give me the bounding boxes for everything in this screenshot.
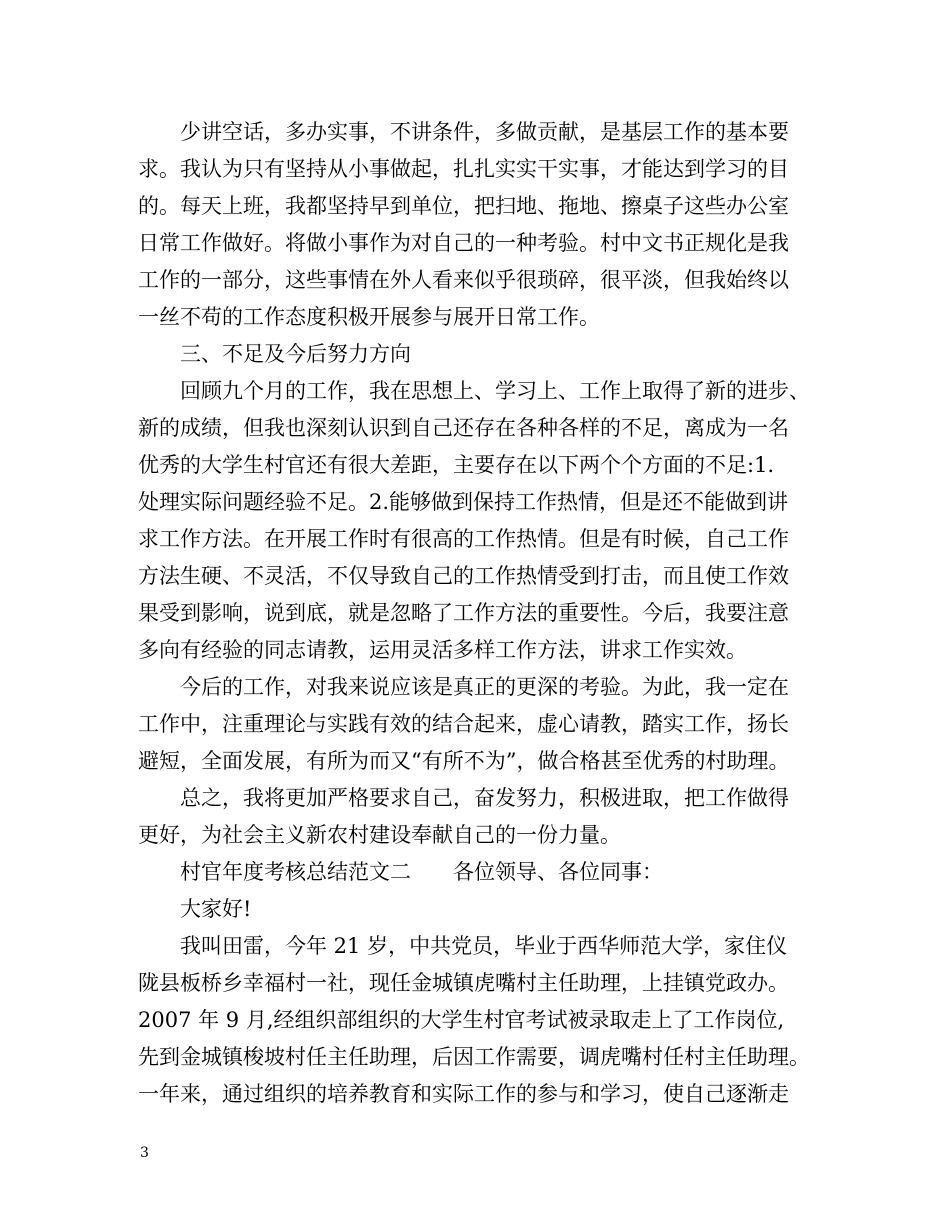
text-line: 更好，为社会主义新农村建设奉献自己的一份力量。 — [138, 823, 621, 847]
text-line: 一丝不苟的工作态度积极开展参与展开日常工作。 — [138, 305, 600, 329]
text-line: 今后的工作，对我来说应该是真正的更深的考验。为此，我一定在 — [138, 675, 789, 699]
text-line: 果受到影响，说到底，就是忽略了工作方法的重要性。今后，我要注意 — [138, 601, 789, 625]
text-line: 一年来，通过组织的培养教育和实际工作的参与和学习，使自己逐渐走 — [138, 1082, 789, 1106]
text-line: 回顾九个月的工作，我在思想上、学习上、工作上取得了新的进步、 — [138, 379, 810, 403]
section-heading: 三、不足及今后努力方向 — [138, 342, 411, 366]
text-line: 求工作方法。在开展工作时有很高的工作热情。但是有时候，自己工作 — [138, 527, 789, 551]
text-line: 新的成绩，但我也深刻认识到自己还存在各种各样的不足，离成为一名 — [138, 416, 789, 440]
text-line: 日常工作做好。将做小事作为对自己的一种考验。村中文书正规化是我 — [138, 231, 789, 255]
text-line: 优秀的大学生村官还有很大差距，主要存在以下两个个方面的不足:1. — [138, 453, 775, 477]
text-line: 处理实际问题经验不足。2.能够做到保持工作热情，但是还不能做到讲 — [138, 490, 789, 514]
text-line: 多向有经验的同志请教，运用灵活多样工作方法，讲求工作实效。 — [138, 638, 747, 662]
text-line: 工作中，注重理论与实践有效的结合起来，虚心请教，踏实工作，扬长 — [138, 712, 789, 736]
text-line: 总之，我将更加严格要求自己，奋发努力，积极进取，把工作做得 — [138, 786, 789, 810]
text-line: 避短，全面发展，有所为而又“有所不为”，做合格甚至优秀的村助理。 — [138, 749, 790, 773]
text-line: 陇县板桥乡幸福村一社，现任金城镇虎嘴村主任助理，上挂镇党政办。 — [138, 971, 789, 995]
text-line: 村官年度考核总结范文二 各位领导、各位同事： — [138, 860, 663, 884]
text-line: 方法生硬、不灵活，不仅导致自己的工作热情受到打击，而且使工作效 — [138, 564, 789, 588]
text-line: 求。我认为只有坚持从小事做起，扎扎实实干实事，才能达到学习的目 — [138, 157, 789, 181]
text-line: 工作的一部分，这些事情在外人看来似乎很琐碎，很平淡，但我始终以 — [138, 268, 789, 292]
text-line: 先到金城镇梭坡村任主任助理，后因工作需要，调虎嘴村任村主任助理。 — [138, 1045, 810, 1069]
text-line: 大家好! — [138, 897, 252, 921]
text-line: 的。每天上班，我都坚持早到单位，把扫地、拖地、擦桌子这些办公室 — [138, 194, 789, 218]
text-line: 少讲空话，多办实事，不讲条件，多做贡献，是基层工作的基本要 — [138, 120, 789, 144]
text-line: 2007 年 9 月,经组织部组织的大学生村官考试被录取走上了工作岗位, — [138, 1008, 785, 1032]
page-number: 3 — [140, 1145, 149, 1161]
text-line: 我叫田雷，今年 21 岁，中共党员，毕业于西华师范大学，家住仪 — [138, 934, 788, 958]
